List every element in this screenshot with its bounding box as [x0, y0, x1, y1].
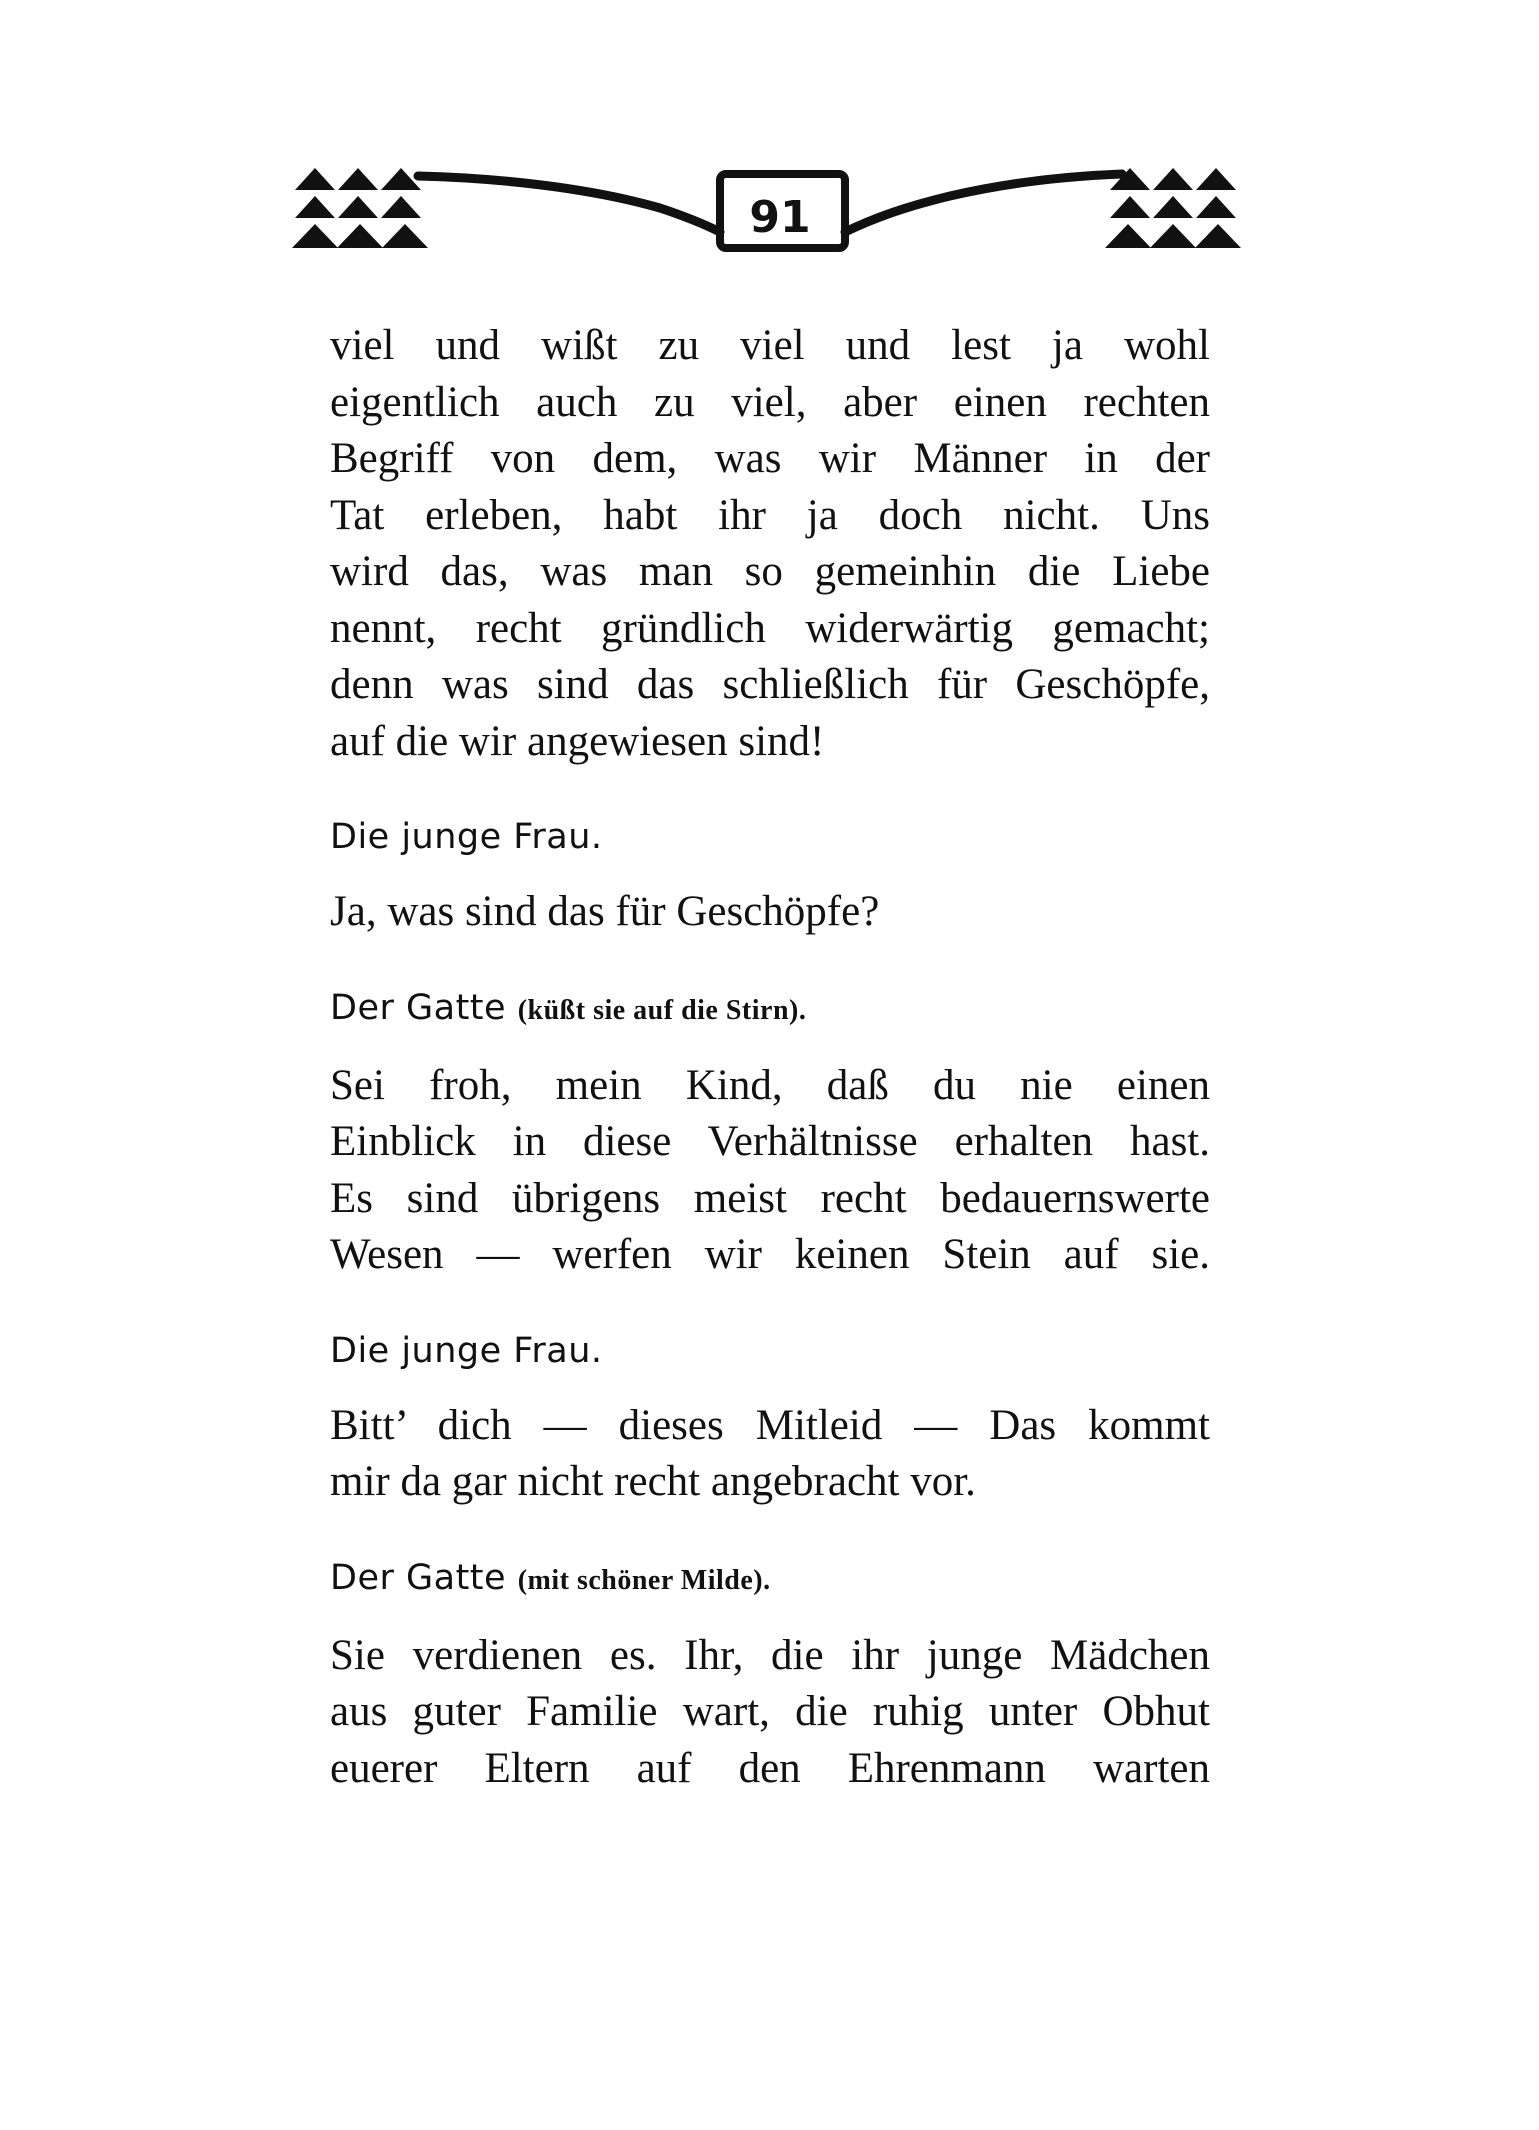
right-swoosh	[845, 174, 1122, 232]
speaker-label	[330, 1553, 1210, 1606]
text-line: Bitt’ dich — dieses Mitleid — Das kommt	[330, 1401, 1210, 1449]
text-line: eigentlich auch zu viel, aber einen rechten	[330, 378, 1210, 426]
text-line: Tat erleben, habt ihr ja doch nicht. Uns	[330, 491, 1210, 539]
right-triangle-cluster-icon	[1105, 168, 1241, 248]
speaker-label	[330, 983, 1210, 1036]
paragraph-3	[330, 1058, 1210, 1284]
speaker-name: Der Gatte	[330, 987, 507, 1028]
paragraph-1	[330, 318, 1210, 770]
page-number: 91	[749, 192, 811, 243]
text-line: Einblick in diese Verhältnisse erhalten hast.	[330, 1118, 1210, 1165]
text-line: Es sind übrigens meist recht bedauernswerte	[330, 1174, 1210, 1222]
speaker-label: Die junge Frau.	[330, 1330, 603, 1371]
text-line: aus guter Familie wart, die ruhig unter Obhut	[330, 1688, 1210, 1735]
text-line: Sei froh, mein Kind, daß du nie einen	[330, 1061, 1210, 1109]
text-line: auf die wir angewiesen sind!	[330, 717, 825, 765]
text-line: mir da gar nicht recht angebracht vor.	[330, 1458, 976, 1505]
text-line: nennt, recht gründlich widerwärtig gemacht;	[330, 604, 1210, 652]
text-line: denn was sind das schließlich für Geschöpfe,	[330, 661, 1210, 708]
paragraph-2	[330, 884, 1210, 941]
left-triangle-cluster-icon	[292, 168, 428, 248]
text-block	[330, 318, 1210, 1797]
speaker-label: Die junge Frau.	[330, 817, 603, 857]
paragraph-5	[330, 1628, 1210, 1798]
left-swoosh	[418, 176, 720, 232]
text-line: Ja, was sind das für Geschöpfe?	[330, 888, 880, 935]
text-line: Begriff von dem, was wir Männer in der	[330, 435, 1210, 482]
speaker-name: Der Gatte	[330, 1557, 507, 1598]
text-line: Wesen — werfen wir keinen Stein auf sie.	[330, 1231, 1210, 1278]
text-line: euerer Eltern auf den Ehrenmann warten	[330, 1744, 1210, 1792]
stage-direction: (mit schöner Milde).	[517, 1564, 771, 1596]
text-line: viel und wißt zu viel und lest ja wohl	[330, 322, 1210, 369]
text-line: Sie verdienen es. Ihr, die ihr junge Mädchen	[330, 1631, 1210, 1679]
paragraph-4	[330, 1398, 1210, 1511]
text-line: wird das, was man so gemeinhin die Liebe	[330, 548, 1210, 595]
stage-direction: (küßt sie auf die Stirn).	[517, 994, 807, 1026]
